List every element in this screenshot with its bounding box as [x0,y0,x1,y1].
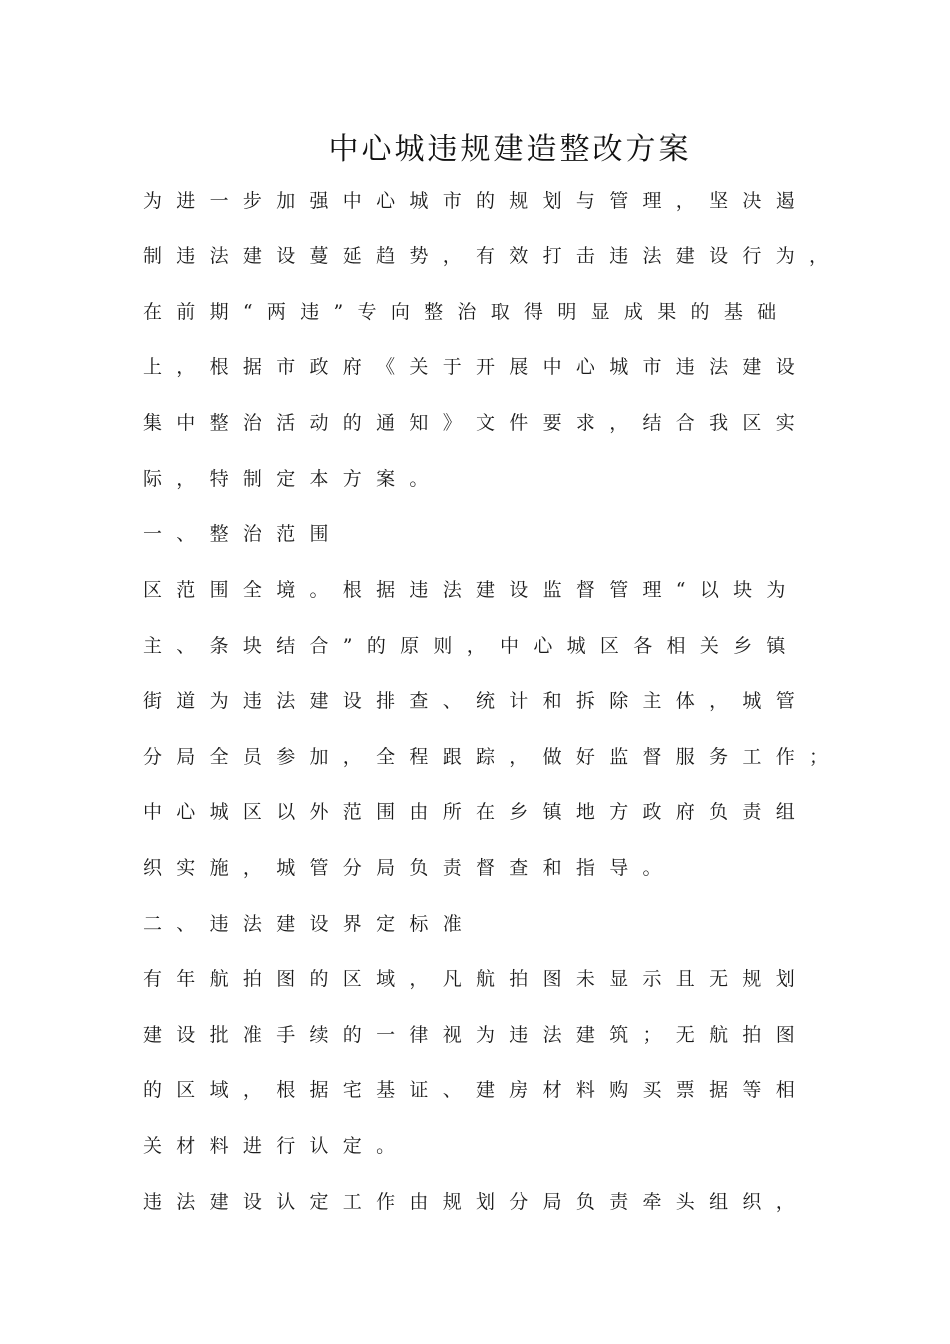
paragraph-line: 织实施，城管分局负责督查和指导。 [143,857,676,879]
document-title: 中心城违规建造整改方案 [328,132,692,167]
paragraph-line: 街道为违法建设排查、统计和拆除主体，城管 [143,690,810,712]
paragraph-line: 集中整治活动的通知》文件要求，结合我区实 [143,412,810,434]
paragraph-line: 中心城区以外范围由所在乡镇地方政府负责组 [143,801,810,823]
paragraph-line: 制违法建设蔓延趋势，有效打击违法建设行为， [143,245,843,267]
paragraph-line: 关材料进行认定。 [143,1135,410,1157]
paragraph-line: 建设批准手续的一律视为违法建筑；无航拍图 [143,1024,810,1046]
paragraph-line: 主、条块结合”的原则，中心城区各相关乡镇 [143,635,800,657]
paragraph-line: 际，特制定本方案。 [143,468,443,490]
paragraph-line: 在前期“两违”专向整治取得明显成果的基础 [143,301,791,323]
paragraph-line: 违法建设认定工作由规划分局负责牵头组织， [143,1191,810,1213]
paragraph-line: 区范围全境。根据违法建设监督管理“以块为 [143,579,800,601]
paragraph-line: 分局全员参加，全程跟踪，做好监督服务工作； [143,746,843,768]
paragraph-line: 为进一步加强中心城市的规划与管理，坚决遏 [143,190,810,212]
paragraph-line: 有年航拍图的区域，凡航拍图未显示且无规划 [143,968,810,990]
section-heading-scope: 一、整治范围 [143,523,343,545]
paragraph-line: 上，根据市政府《关于开展中心城市违法建设 [143,356,810,378]
section-heading-standards: 二、违法建设界定标准 [143,913,477,935]
paragraph-line: 的区域，根据宅基证、建房材料购买票据等相 [143,1079,810,1101]
